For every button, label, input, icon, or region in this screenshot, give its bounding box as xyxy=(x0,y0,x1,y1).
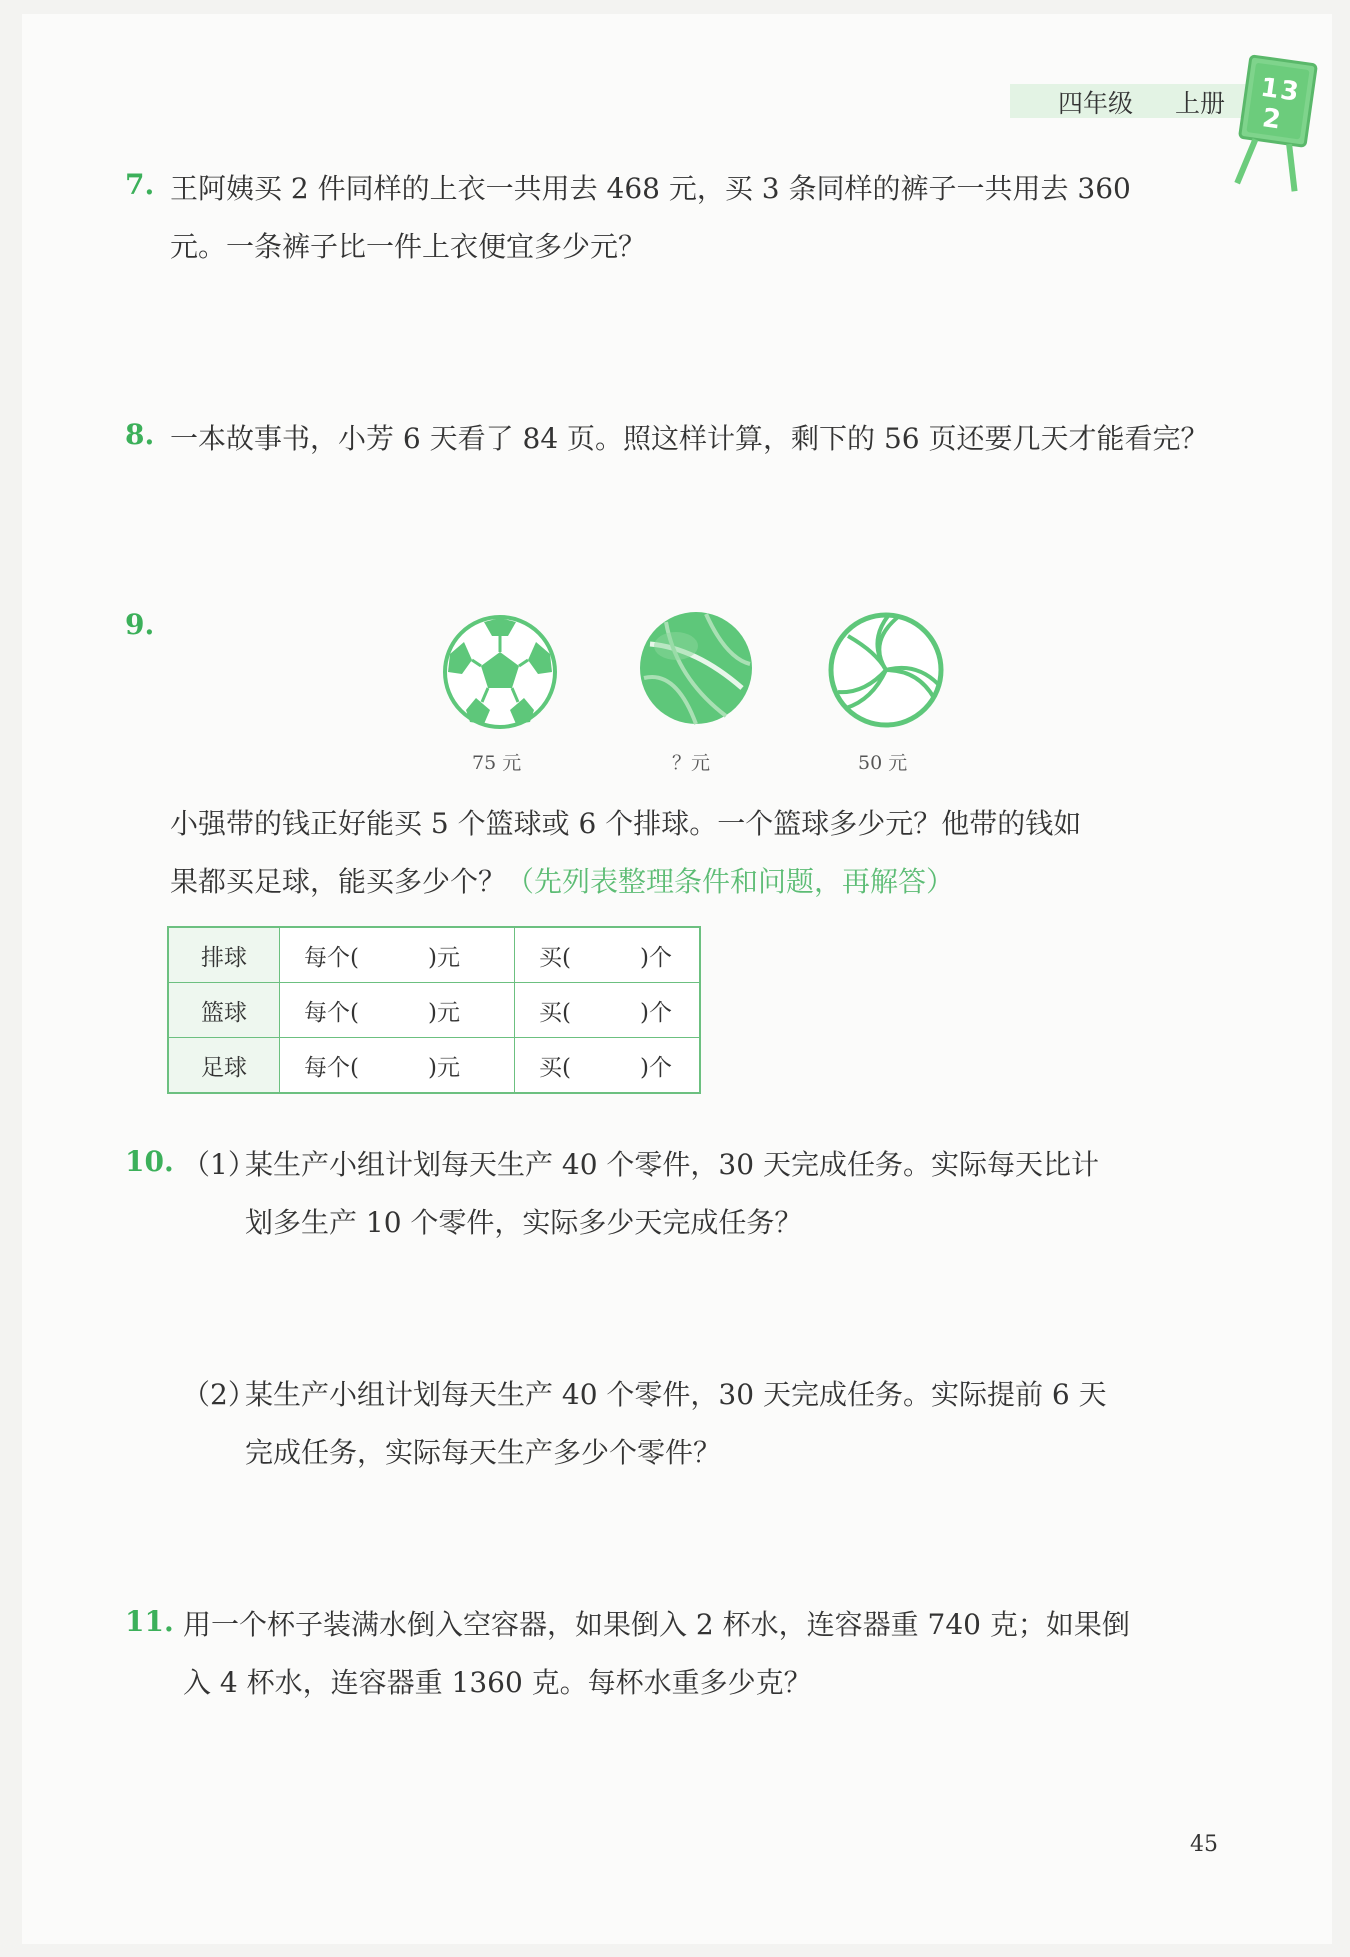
table-row xyxy=(168,927,700,983)
grade-label: 四年级 xyxy=(1058,89,1134,118)
question-7-number: 7. xyxy=(125,168,155,201)
conditions-table xyxy=(167,926,701,1094)
basketball-price: ？元 xyxy=(672,752,711,774)
question-10-number: 10. xyxy=(125,1145,174,1178)
question-7-line-1: 王阿姨买 2 件同样的上衣一共用去 468 元，买 3 条同样的裤子一共用去 360 xyxy=(170,172,1131,205)
cell-count-soccer[interactable]: 买( )个 xyxy=(515,1038,701,1094)
svg-text:3: 3 xyxy=(1278,75,1301,108)
question-10-part-1-line-1: 某生产小组计划每天生产 40 个零件，30 天完成任务。实际每天比计 xyxy=(245,1148,1099,1181)
question-9-line-2 xyxy=(170,853,954,911)
question-9-hint: （先列表整理条件和问题，再解答） xyxy=(506,865,955,898)
soccer-ball-icon xyxy=(442,614,558,730)
volume-label: 上册 xyxy=(1175,89,1226,118)
row-label-soccer: 足球 xyxy=(168,1038,280,1094)
question-9-line-2-text: 果都买足球，能买多少个？ xyxy=(170,865,507,898)
question-10-part-2-line-2: 完成任务，实际每天生产多少个零件？ xyxy=(245,1436,722,1469)
page-number: 45 xyxy=(1190,1832,1218,1857)
table-row xyxy=(168,983,700,1038)
question-8-number: 8. xyxy=(125,418,155,451)
question-11-line-1: 用一个杯子装满水倒入空容器，如果倒入 2 杯水，连容器重 740 克；如果倒 xyxy=(183,1608,1130,1641)
volleyball-icon xyxy=(828,612,944,728)
question-8-line-1: 一本故事书，小芳 6 天看了 84 页。照这样计算，剩下的 56 页还要几天才能看完？ xyxy=(170,422,1209,455)
question-10-part-2-line-1: 某生产小组计划每天生产 40 个零件，30 天完成任务。实际提前 6 天 xyxy=(245,1378,1107,1411)
question-10-part-1-line-2: 划多生产 10 个零件，实际多少天完成任务？ xyxy=(245,1206,803,1239)
chalkboard-logo-icon xyxy=(1232,48,1322,208)
question-10-part-2-label: （2） xyxy=(182,1378,256,1411)
volleyball-price: 50 元 xyxy=(858,752,908,774)
svg-text:2: 2 xyxy=(1260,103,1283,136)
table-row xyxy=(168,1038,700,1094)
row-label-basketball: 篮球 xyxy=(168,983,280,1038)
question-9-number: 9. xyxy=(125,608,155,641)
question-7-line-2: 元。一条裤子比一件上衣便宜多少元？ xyxy=(170,230,647,263)
cell-count-basketball[interactable]: 买( )个 xyxy=(515,983,701,1038)
cell-price-soccer[interactable]: 每个( )元 xyxy=(280,1038,515,1094)
row-label-volleyball: 排球 xyxy=(168,927,280,983)
soccer-ball-price: 75 元 xyxy=(472,752,522,774)
cell-price-volleyball[interactable]: 每个( )元 xyxy=(280,927,515,983)
question-10-part-1-label: （1） xyxy=(182,1148,256,1181)
cell-price-basketball[interactable]: 每个( )元 xyxy=(280,983,515,1038)
basketball-icon xyxy=(636,608,756,728)
svg-text:1: 1 xyxy=(1258,72,1281,105)
cell-count-volleyball[interactable]: 买( )个 xyxy=(515,927,701,983)
question-9-line-1: 小强带的钱正好能买 5 个篮球或 6 个排球。一个篮球多少元？他带的钱如 xyxy=(170,807,1082,840)
question-11-line-2: 入 4 杯水，连容器重 1360 克。每杯水重多少克？ xyxy=(183,1666,812,1699)
question-11-number: 11. xyxy=(125,1605,174,1638)
